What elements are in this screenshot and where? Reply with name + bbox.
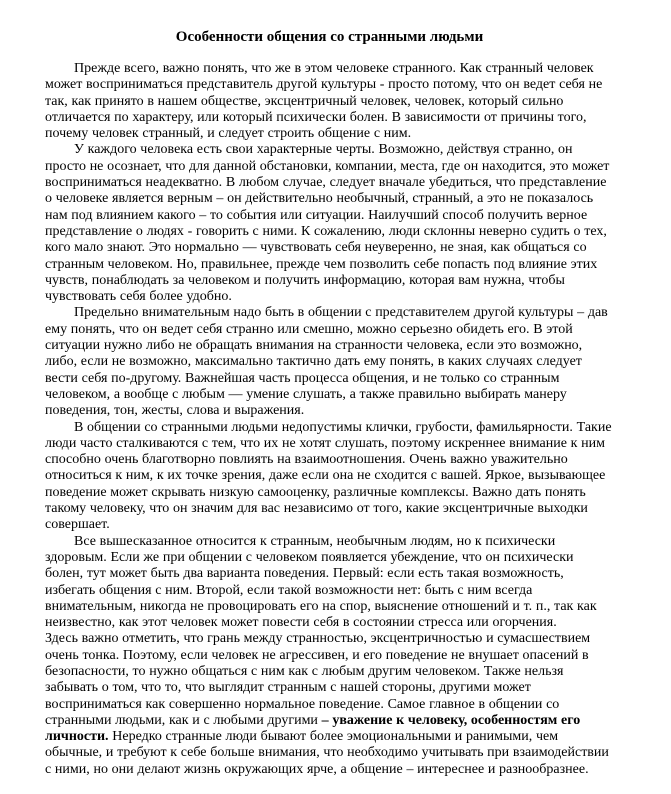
- bold-text-segment: – уважение к человеку, особенностям его личности.: [45, 712, 581, 745]
- document-title: Особенности общения со странными людьми: [175, 29, 484, 45]
- paragraph: [45, 305, 614, 419]
- text-segment: Нередко странные люди бывают более эмоциональными и ранимыми, чем обычные, и требуют к себе больше внимания, что необходимо учитывать при взаимодействии с ними, но они делают жизнь окружающих ярче, а общение – интереснее и разнообразнее.: [45, 729, 609, 777]
- paragraph: [45, 142, 614, 305]
- paragraph: [45, 61, 614, 142]
- paragraphs-container: [45, 61, 614, 778]
- text-segment: У каждого человека есть свои характерные черты. Возможно, действуя странно, он просто не осознает, что для данной обстановки, компании, места, где он находится, это может восприниматься неадекватно. В любом случае, следует вначале убедиться, что представление о человеке является верным – он действительно необычный, странный, а это не показалось нам под влиянием какого – то события или ситуации. Наилучший способ получить верное представление о людях - говорить с ними. К сожалению, люди склонны неверно судить о тех, кого мало знают. Это нормально — чувствовать себя неуверенно, не зная, как общаться со странным человеком. Но, правильнее, прежде чем позволить себе попасть под влияние этих чувств, понаблюдать за человеком и получить информацию, которая вам нужна, чтобы чувствовать себя более удобно.: [45, 142, 610, 305]
- text-segment: Предельно внимательным надо быть в общении с представителем другой культуры – дав ему понять, что он ведет себя странно или смешно, можно серьезно обидеть его. В этой ситуации нужно либо не обращать внимания на странности человека, если это возможно, либо, если не возможно, максимально тактично дать ему понять, в каких случаях следует вести себя по-другому. Важнейшая часть процесса общения, и не только со странным человеком, а вообще с любым — умение слушать, а также правильно выбирать манеру поведения, тон, жесты, слова и выражения.: [45, 305, 608, 419]
- text-segment: Все вышесказанное относится к странным, необычным людям, но к психически здоровым. Если же при общении с человеком появляется убеждение, что он психически болен, тут может быть два варианта поведения. Первый: если есть такая возможность, избегать общения с ним. Второй, если такой возможности нет: быть с ним всегда внимательным, никогда не провоцировать его на спор, выяснение отношений и т. п., так как неизвестно, как этот человек может повести себя в состоянии стресса или огорчения.: [45, 533, 597, 631]
- text-segment: Здесь важно отметить, что грань между странностью, эксцентричностью и сумасшествием очень тонка. Поэтому, если человек не агрессивен, и его поведение не внушает опасений в безопасности, то нужно общаться с ним как с любым другим человеком. Также нельзя забывать о том, что то, что выглядит странным с нашей стороны, другими может восприниматься как совершенно нормальное поведение. Самое главное в общении со странными людьми, как и с любыми другими: [45, 631, 591, 728]
- paragraph: [45, 420, 614, 534]
- paragraph: [45, 631, 614, 778]
- paragraph: [45, 534, 614, 632]
- text-segment: В общении со странными людьми недопустимы клички, грубости, фамильярности. Такие люди часто сталкиваются с тем, что их не хотят слушать, поэтому искреннее внимание к ним способно очень благотворно повлиять на взаимоотношения. Очень важно уважительно относиться к ним, к их точке зрения, даже если она не сходится с вашей. Яркое, вызывающее поведение может скрывать низкую самооценку, различные комплексы. Важно дать понять такому человеку, что он значим для вас независимо от того, какие эксцентричные выходки совершает.: [45, 419, 612, 533]
- text-segment: Прежде всего, важно понять, что же в этом человеке странного. Как странный человек может восприниматься представитель другой культуры - просто потому, что он ведет себя не так, как принято в нашем обществе, эксцентричный человек, человек, который сильно отличается по характеру, или который психически болен. В зависимости от причины того, почему человек странный, и следует строить общение с ним.: [45, 61, 603, 142]
